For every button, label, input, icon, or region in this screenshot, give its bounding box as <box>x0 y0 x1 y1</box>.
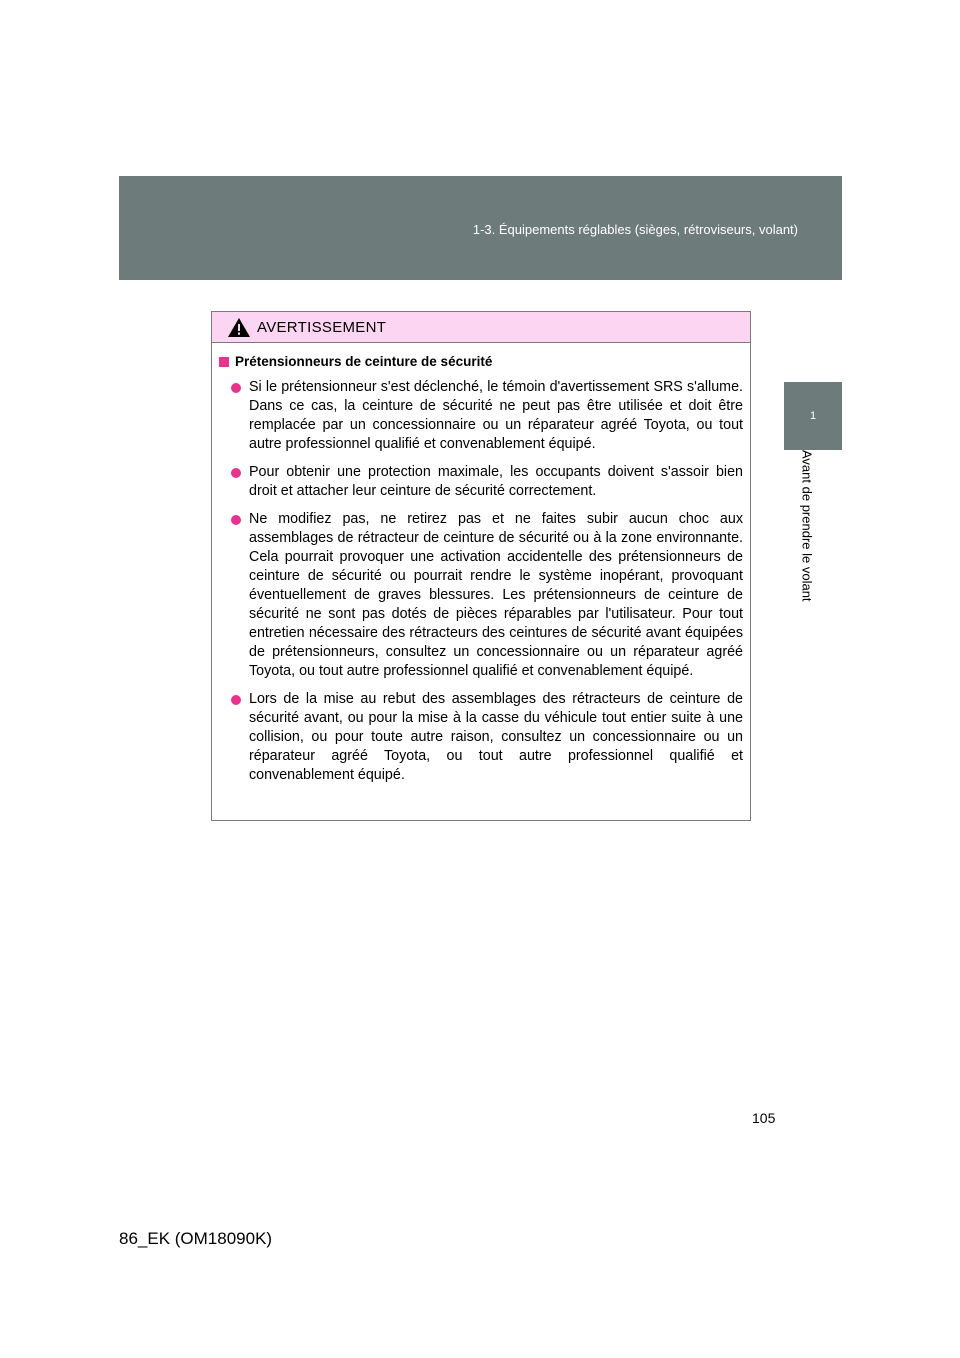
bullet-dot-icon <box>231 695 241 705</box>
page-number: 105 <box>752 1110 776 1126</box>
warning-section-heading <box>219 354 743 369</box>
warning-title: AVERTISSEMENT <box>257 318 387 336</box>
warning-bullet-text: Ne modifiez pas, ne retirez pas et ne faites subir aucun choc aux assemblages de rétracteur de ceinture de sécurité ou à la zone environnante. Cela pourrait provoquer une activation accidentelle des prétensionneurs de ceinture de sécurité ou pourrait rendre le système inopérant, provoquant éventuellement de graves blessures. Les prétensionneurs de ceinture de sécurité ne sont pas dotés de pièces réparables par l'utilisateur. Pour tout entretien nécessaire des rétracteurs des ceintures de sécurité avant équipées de prétensionneurs, consultez un concessionnaire ou un réparateur agréé Toyota, ou tout autre professionnel qualifié et convenablement équipé. <box>249 511 743 679</box>
warning-bullet-text: Si le prétensionneur s'est déclenché, le témoin d'avertissement SRS s'allume. Dans ce cas, la ceinture de sécurité ne peut pas être utilisée et doit être remplacée par un concessionnaire ou un réparateur agréé Toyota, ou tout autre professionnel qualifié et convenablement équipé. <box>249 379 743 452</box>
square-bullet-icon <box>219 357 229 367</box>
bullet-dot-icon <box>231 468 241 478</box>
warning-bullet <box>231 463 743 501</box>
chapter-label: Avant de prendre le volant <box>799 450 815 602</box>
warning-bullet <box>231 510 743 681</box>
bullet-dot-icon <box>231 383 241 393</box>
warning-body <box>212 343 750 785</box>
warning-triangle-icon <box>227 317 251 338</box>
chapter-tab <box>784 382 842 450</box>
warning-bullet <box>231 378 743 454</box>
document-code: 86_EK (OM18090K) <box>119 1229 273 1248</box>
chapter-number: 1 <box>809 410 817 422</box>
warning-bullet-text: Lors de la mise au rebut des assemblages des rétracteurs de ceinture de sécurité avant, ou pour la mise à la casse du véhicule tout entier suite à une collision, ou pour toute autre raison, consultez un concessionnaire ou un réparateur agréé Toyota, ou tout autre professionnel qualifié et convenablement équipé. <box>249 691 743 783</box>
bullet-dot-icon <box>231 515 241 525</box>
warning-box <box>211 311 751 821</box>
warning-bullet <box>231 690 743 785</box>
warning-header <box>212 312 750 343</box>
warning-section-heading-text: Prétensionneurs de ceinture de sécurité <box>235 354 493 369</box>
header-band <box>119 176 842 280</box>
section-title: 1-3. Équipements réglables (sièges, rétroviseurs, volant) <box>472 222 798 237</box>
warning-bullet-text: Pour obtenir une protection maximale, les occupants doivent s'assoir bien droit et attacher leur ceinture de sécurité correctement. <box>249 464 743 499</box>
